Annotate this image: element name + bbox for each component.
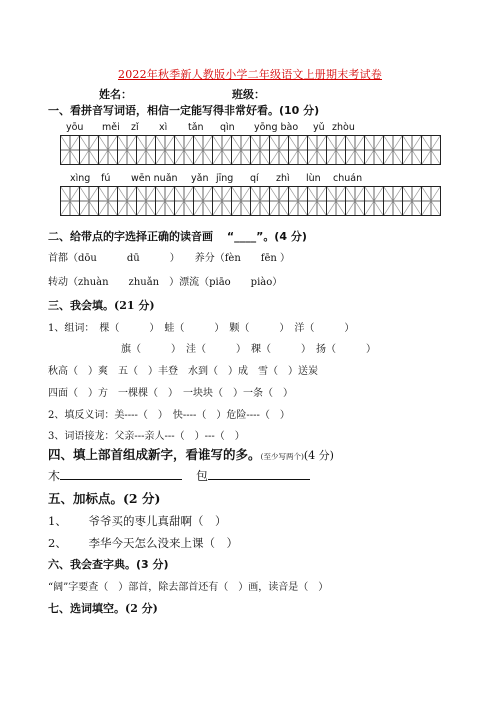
q3-sub1-line1: 1、组词： 棵（ ） 蛙（ ） 颗（ ） 洋（ ） — [48, 323, 355, 334]
q4-char1: 木 — [48, 469, 61, 483]
pinyin-row2-4: yǎn — [191, 173, 209, 184]
writing-grid-row2[interactable] — [60, 186, 441, 216]
q3-line5: 2、填反义词：美----（ ） 快----（ ）危险----（ ） — [48, 410, 290, 421]
q1-heading: 一、看拼音写词语，相信一定能写得非常好看。(10 分) — [48, 104, 320, 117]
q2-line1: 首都（dōu dū ） 养分（fèn fēn ） — [48, 253, 291, 264]
q5-item1-text: 爷爷买的枣儿真甜啊（ ） — [88, 514, 227, 528]
pinyin-row2-9: chuán — [333, 173, 363, 184]
class-label: 班级： — [232, 88, 265, 101]
q2-heading — [48, 228, 307, 244]
q5-item2 — [48, 535, 238, 551]
pinyin-row1-8: yǔ — [313, 122, 325, 133]
q3-sub1-line2: 旗（ ） 洼（ ） 稞（ ） 扬（ ） — [121, 344, 376, 355]
q5-item1 — [48, 513, 226, 529]
pinyin-row2-7: zhì — [276, 173, 290, 184]
exam-title: 2022年秋季新人教版小学二年级语文上册期末考试卷 — [118, 68, 382, 81]
pinyin-row2-8: lùn — [306, 173, 321, 184]
q3-line4: 四面（ ）方 一棵棵（ ） 一块块（ ）一条（ ） — [48, 388, 293, 399]
q3-line3: 秋高（ ）爽 五（ ）丰登 水到（ ）成 雪（ ）送炭 — [48, 366, 318, 377]
q4-answer-line1[interactable] — [48, 467, 182, 484]
q4-score: (4 分) — [303, 449, 334, 462]
q7-heading: 七、选词填空。(2 分) — [48, 602, 158, 615]
q2-heading-text: 二、给带点的字选择正确的读音画 — [48, 230, 213, 243]
pinyin-row1-7: yōng bào — [254, 122, 299, 133]
q4-char2: 包 — [196, 469, 209, 483]
pinyin-row2-5: jīng — [216, 173, 234, 184]
q6-heading: 六、我会查字典。(3 分) — [48, 558, 169, 571]
q2-line2: 转动（zhuàn zhuǎn ）漂流（piāo piào） — [48, 277, 283, 288]
pinyin-row1-4: xì — [159, 122, 168, 133]
q5-item2-num: 2、 — [48, 536, 67, 550]
q2-heading-score: 。(4 分) — [263, 230, 307, 243]
q5-heading: 五、加标点。(2 分) — [48, 491, 161, 506]
pinyin-row1-3: zǐ — [131, 122, 139, 133]
q4-heading — [48, 445, 334, 463]
pinyin-row2-6: qí — [250, 173, 259, 184]
q2-heading-mark: “____” — [226, 230, 264, 243]
q3-line6: 3、词语接龙：父亲---亲人---（ ）---（ ） — [48, 431, 245, 442]
q3-heading: 三、我会填。(21 分) — [48, 299, 155, 312]
pinyin-row1-9: zhòu — [332, 122, 355, 133]
pinyin-row1-5: tǎn — [188, 122, 204, 133]
pinyin-row1-2: měi — [102, 122, 120, 133]
writing-grid-row1[interactable] — [60, 135, 441, 165]
q4-blank2[interactable] — [208, 479, 310, 480]
pinyin-row1-6: qìn — [220, 122, 235, 133]
q4-answer-line2[interactable] — [196, 467, 310, 484]
pinyin-row2-2: fú — [101, 173, 111, 184]
q5-item1-num: 1、 — [48, 514, 67, 528]
pinyin-row2-1: xìng — [70, 173, 91, 184]
pinyin-row1-1: yōu — [66, 122, 84, 133]
q4-heading-text: 四、填上部首组成新字，看谁写的多。 — [48, 447, 261, 462]
name-label: 姓名： — [99, 88, 132, 101]
q6-text: “阔”字要查（ ）部首，除去部首还有（ ）画，读音是（ ） — [48, 582, 329, 593]
pinyin-row2-3: wēn nuǎn — [131, 173, 178, 184]
q4-blank1[interactable] — [60, 479, 182, 480]
q4-note: (至少写两个) — [260, 452, 304, 461]
q5-item2-text: 李华今天怎么没来上课（ ） — [88, 536, 238, 550]
